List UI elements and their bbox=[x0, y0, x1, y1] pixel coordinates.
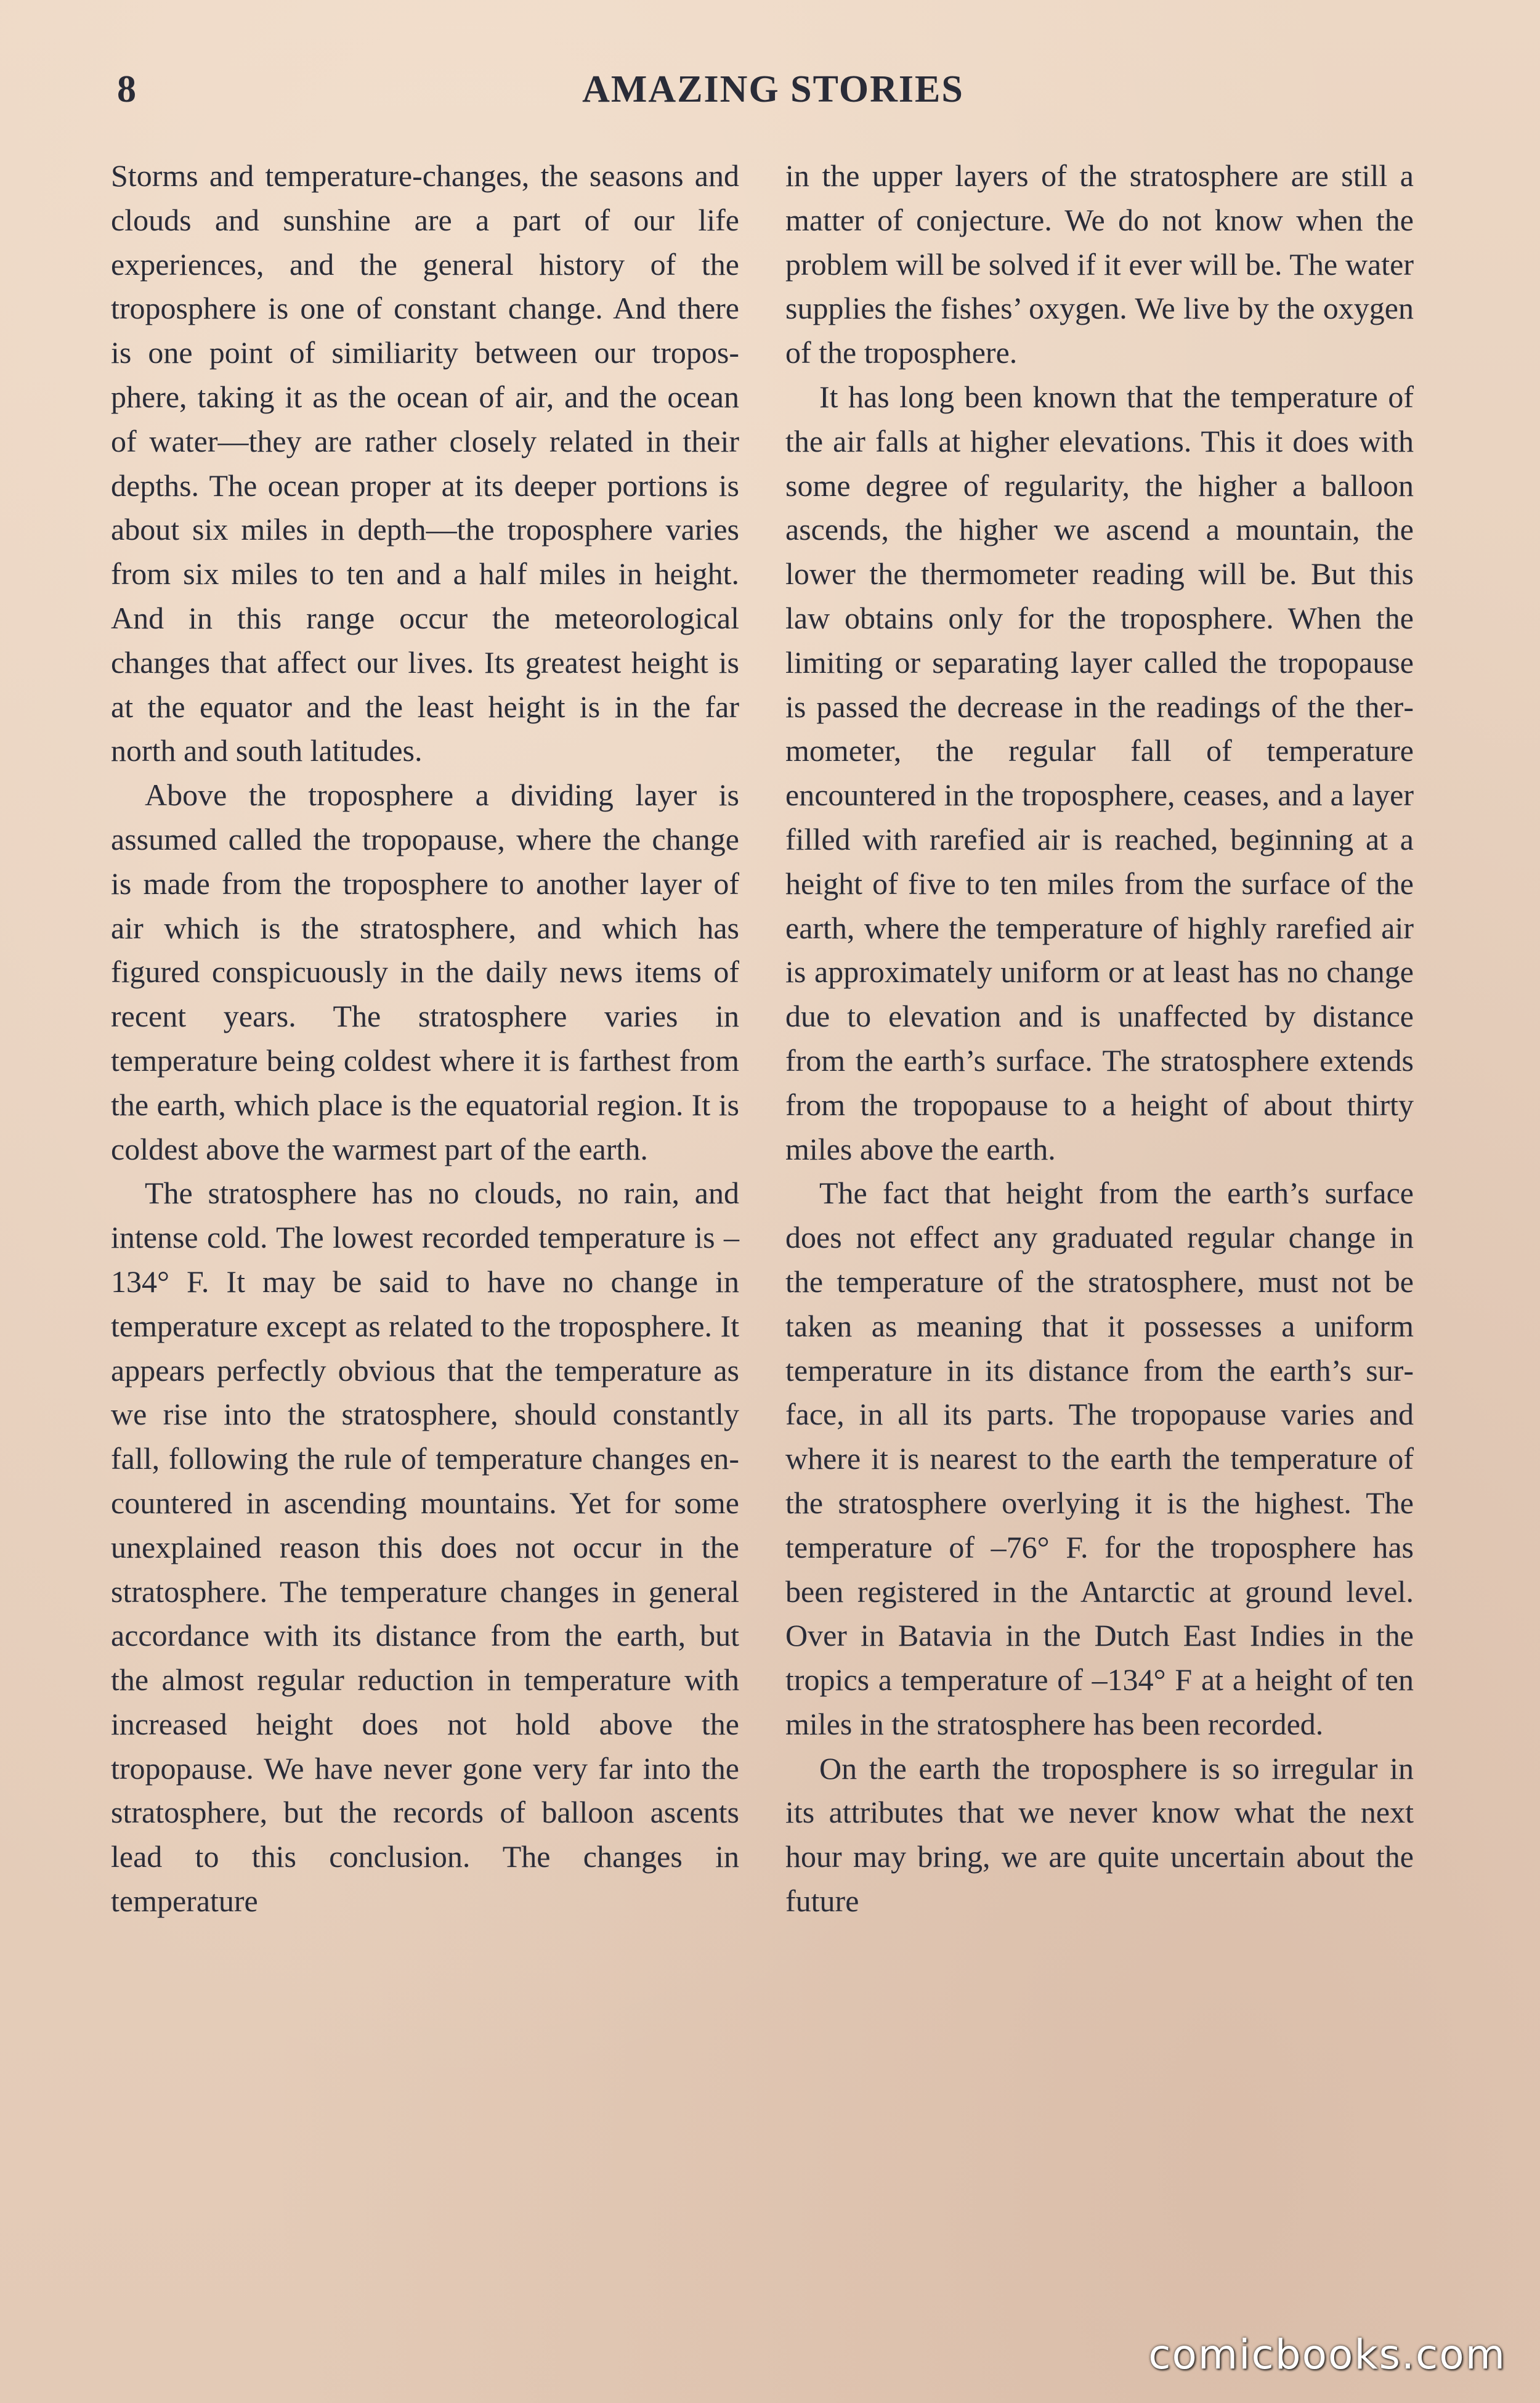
left-column bbox=[111, 154, 739, 1924]
watermark: comicbooks.com bbox=[1148, 2331, 1506, 2378]
page-header bbox=[117, 62, 1429, 117]
paragraph: The fact that height from the earth’s surface does not effect any graduated regular change in the temperature of the stratosphere, must not be taken as meaning that it possesses a uniform temperature in its distance from the earth’s surface, in all its parts. The tropopause varies and where it is nearest to the earth the temperature of the stratosphere overlying it is the highest. The temperature of –76° F. for the troposphere has been registered in the Antarctic at ground level. Over in Batavia in the Dutch East Indies in the tropics a temperature of –134° F at a height of ten miles in the stratosphere has been recorded. bbox=[785, 1176, 1414, 1741]
right-column bbox=[785, 154, 1414, 1924]
paragraph: Above the troposphere a dividing layer is assumed called the tropopause, where the change is made from the troposphere to another layer of air which is the stratosphere, and which has figured conspicuously in the daily news items of recent years. The stratosphere varies in temperature being coldest where it is farthest from the earth, which place is the equatorial region. It is coldest above the warmest part of the earth. bbox=[111, 778, 739, 1166]
paragraph: Storms and temperature-changes, the seasons and clouds and sunshine are a part of our life experiences, and the general history of the troposphere is one of constant change. And there is one point of similiarity between our troposphere, taking it as the ocean of air, and the ocean of water—they are rather closely related in their depths. The ocean proper at its deeper portions is about six miles in depth—the troposphere varies from six miles to ten and a half miles in height. And in this range occur the meteorological changes that affect our lives. Its greatest height is at the equator and the least height is in the far north and south latitudes. bbox=[111, 158, 739, 768]
paragraph: It has long been known that the temperature of the air falls at higher elevations. This it does with some degree of regularity, the higher a balloon ascends, the higher we ascend a mountain, the lower the thermometer reading will be. But this law obtains only for the troposphere. When the limiting or separating layer called the tropopause is passed the decrease in the readings of the thermometer, the regular fall of temperature encountered in the troposphere, ceases, and a layer filled with rarefied air is reached, beginning at a height of five to ten miles from the surface of the earth, where the temperature of highly rarefied air is approximately uniform or at least has no change due to elevation and is unaffected by distance from the earth’s surface. The stratosphere extends from the tropopause to a height of about thirty miles above the earth. bbox=[785, 379, 1414, 1166]
running-title: AMAZING STORIES bbox=[582, 68, 964, 110]
paragraph: On the earth the troposphere is so irregular in its attributes that we never know what the next hour may bring, we are quite uncertain about the future bbox=[785, 1750, 1414, 1919]
paragraph: in the upper layers of the stratosphere are still a matter of conjecture. We do not know when the problem will be solved if it ever will be. The water supplies the fishes’ oxygen. We live by the oxygen of the troposphere. bbox=[785, 158, 1414, 370]
paragraph: The stratosphere has no clouds, no rain, and intense cold. The lowest recorded temperature is –134° F. It may be said to have no change in temperature except as related to the troposphere. It appears perfectly obvious that the temperature as we rise into the stratosphere, should constantly fall, following the rule of temperature changes encountered in ascending mountains. Yet for some unexplained reason this does not occur in the stratosphere. The temperature changes in general accordance with its distance from the earth, but the almost regular reduction in temperature with increased height does not hold above the tropopause. We have never gone very far into the stratosphere, but the records of balloon ascents lead to this conclusion. The changes in temperature bbox=[111, 1176, 739, 1919]
page-number: 8 bbox=[117, 68, 136, 110]
